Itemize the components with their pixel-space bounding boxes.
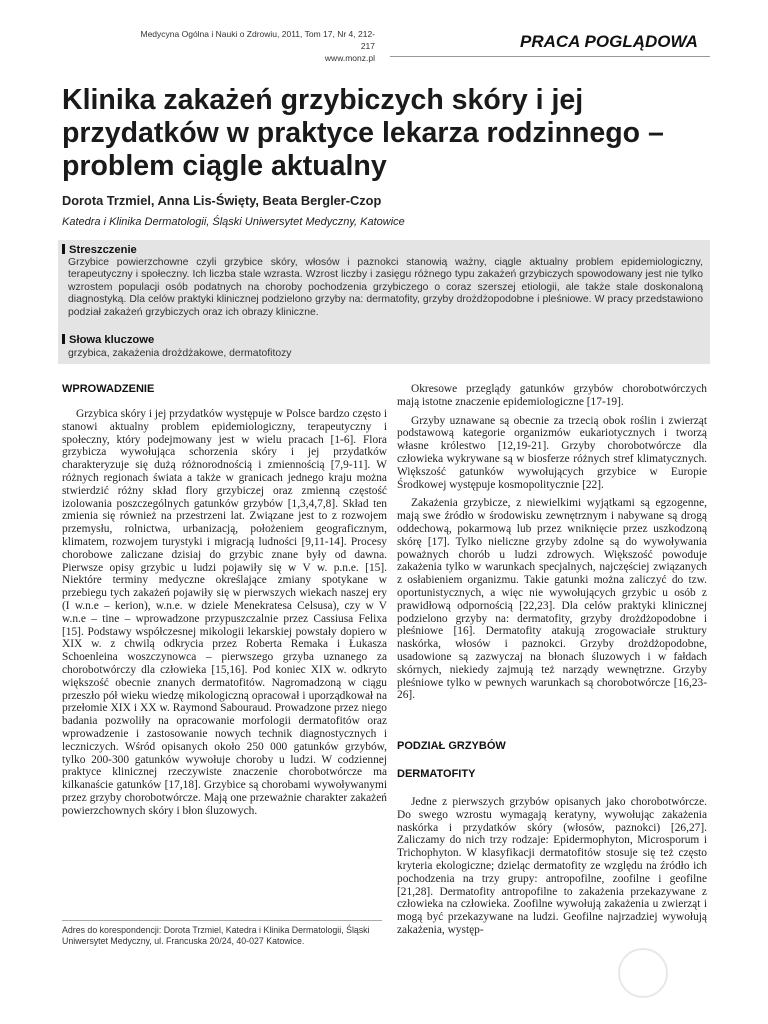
abstract-text: Grzybice powierzchowne czyli grzybice skóry, włosów i paznokci stanowią ważny, ciągle aktualny problem epidemiologiczny, terapeutyczny i społeczny. Ich liczba stale wzrasta. Wzrost liczby i zasięgu różnego typu zakażeń grzybiczych spowodowany jest nie tylko wzrostem populacji osób podatnych na choroby pochodzenia grzybiczego o coraz szerszej etiologii, ale także stale doskonaloną diagnostyką. Dla celów praktyki klinicznej podzielono grzyby na: dermatofity, grzyby drożdżopodobne i pleśniowe. W pracy przedstawiono podział zakażeń grzybiczych oraz ich obrazy kliniczne. <box>68 257 703 318</box>
keywords-heading-label: Słowa kluczowe <box>69 334 155 346</box>
article-affiliation: Katedra i Klinika Dermatologii, Śląski Uniwersytet Medyczny, Katowice <box>62 216 405 228</box>
paragraph: Okresowe przeglądy gatunków grzybów chorobotwórczych mają istotne znaczenie epidemiologiczne [17-19]. <box>397 383 707 408</box>
paragraph: Zakażenia grzybicze, z niewielkimi wyjątkami są egzogenne, mają swe źródło w środowisku zewnętrznym i nabywane są drogą oddechową, pokarmową lub przez wniknięcie przez uszkodzoną skórę [17]. Tylko nieliczne grzyby zdolne są do wywoływania poważnych chorób u ludzi zdrowych. Większość powoduje zakażenia tylko w warunkach specjalnych, najczęściej związanych z osłabieniem organizmu. Takie gatunki można zaliczyć do tzw. oportunistycznych, a więc nie wywołujących grzybic u osób z prawidłową odpornością [22,23]. Dla celów praktyki klinicznej podzielono grzyby na: dermatofity, grzyby drożdżopodobne i pleśniowe [16]. Dermatofity atakują zrogowaciałe struktury naskórka, włosów i paznokci. Grzyby drożdżopodobne, usadowione są zazwyczaj na błonach śluzowych i w fałdach skórnych, niekiedy zajmują też narządy wewnętrzne. Grzyby pleśniowe tylko w pewnych warunkach są chorobotwórcze [16,23-26]. <box>397 497 707 702</box>
left-column <box>62 408 387 818</box>
journal-line: Medycyna Ogólna i Nauki o Zdrowiu, 2011, Tom 17, Nr 4, 212-217 <box>140 29 375 51</box>
paragraph: Grzyby uznawane są obecnie za trzecią obok roślin i zwierząt podstawową kategorie organizmów eukariotycznych i tworzą własne królestwo [12,19-21]. Grzyby chorobotwórcze dla człowieka wykrywane są w biosferze różnych stref klimatycznych. Większość gatunków wywołujących grzybice w Europie Środkowej występuje kosmopolitycznie [22]. <box>397 414 707 491</box>
right-column-bottom <box>397 796 707 937</box>
heading-marker <box>62 334 65 344</box>
section-heading-fungi-classification: PODZIAŁ GRZYBÓW <box>397 740 506 752</box>
right-column-top <box>397 383 707 702</box>
correspondence-footnote: Adres do korespondencji: Dorota Trzmiel, Katedra i Klinika Dermatologii, Śląski Uniwersytet Medyczny, ul. Francuska 20/24, 40-027 Katowice. <box>62 925 370 946</box>
abstract-heading-label: Streszczenie <box>69 244 137 256</box>
article-authors: Dorota Trzmiel, Anna Lis-Święty, Beata Bergler-Czop <box>62 193 382 208</box>
paragraph: Jedne z pierwszych grzybów opisanych jako chorobotwórcze. Do swego wzrostu wymagają keratyny, wywołując zakażenia naskórka i przydatków skóry (włosów, paznokci) [26,27]. Zaliczamy do nich trzy rodzaje: Epidermophyton, Microsporum i Trichophyton. W klasyfikacji dermatofitów stosuje się też często kryteria ekologiczne; dzieląc dermatofity ze względu na źródło ich pochodzenia na trzy grupy: antropofilne, zoofilne i geofilne [21,28]. Dermatofity antropofilne to zakażenia przekazywane z człowieka na człowieka. Zoofilne wywołują zakażenia u zwierząt i mogą być przekazywane na ludzi. Geofilne najrzadziej wywołują zakażenia, występ- <box>397 796 707 936</box>
article-title: Klinika zakażeń grzybiczych skóry i jej przydatków w praktyce lekarza rodzinnego – problem ciągle aktualny <box>62 84 664 182</box>
journal-header <box>130 28 375 64</box>
section-heading-introduction: WPROWADZENIE <box>62 383 155 395</box>
abstract-box <box>58 240 710 364</box>
header-divider <box>390 56 710 57</box>
paragraph: Grzybica skóry i jej przydatków występuje w Polsce bardzo często i stanowi aktualny problem epidemiologiczny, terapeutyczny i społeczny, który podejmowany jest w wielu pracach [1-6]. Flora grzybicza wywołująca schorzenia skóry i jej przydatków charakteryzuje się dużą różnorodnością i zmiennością [7,9-11]. W różnych regionach świata a także w granicach jednego kraju można stwierdzić różny skład flory grzybiczej oraz zmienną częstość izolowania poszczególnych gatunków grzybów [1,3,4,7,8]. Skład ten zmienia się również na przestrzeni lat. Związane jest to z rozwojem przemysłu, rolnictwa, urbanizacją, położeniem geograficznym, klimatem, rozwojem turystyki i migracją ludności [9,11-14]. Procesy chorobowe zaliczane dzisiaj do grzybic znane były od dawna. Pierwsze opisy grzybic u ludzi pojawiły się w V w. p.n.e. [15]. Niektóre terminy medyczne określające zmiany spotykane w przebiegu tych zakażeń pojawiły się w pierwszych wiekach naszej ery (I w.n.e – kerion), w.n.e. w dziele Menekratesa Celsusa), czy w V w.n.e – tine – wprowadzone przypuszczalnie przez Cassiusa Felixa [15]. Podstawy współczesnej mikologii lekarskiej powstały dopiero w XIX w. z chwilą odkrycia przez Roberta Remaka i Łukasza Schoenleina woszczynowca – pierwszego grzyba uznanego za chorobotwórczy dla człowieka [15,16]. Pod koniec XIX w. odkryto większość obecnie znanych dermatofitów. Nagromadzoną w ciągu przeszło pół wieku wiedzę mikologiczną opracował i uporządkował na przełomie XIX i XX w. Raymond Sabouraud. Prowadzone przez niego badania pozwoliły na opracowanie morfologii dermatofitów oraz wprowadzenie i zastosowanie nowych technik diagnostycznych i leczniczych. Wśród opisanych około 250 000 gatunków grzybów, tylko 200-300 gatunków wywołuje choroby u ludzi. W codziennej praktyce klinicznej rzeczywiste znaczenie chorobotwórcze ma kilkanaście gatunków [17,18]. Grzybice są chorobami wywoływanymi przez grzyby chorobotwórcze. Mają one przeważnie charakter zakażeń powierzchownych skóry i błon śluzowych. <box>62 408 387 817</box>
abstract-heading <box>62 244 137 256</box>
footnote-divider <box>62 920 382 921</box>
article-type-label: PRACA POGLĄDOWA <box>520 32 698 51</box>
keywords-heading <box>62 334 154 346</box>
keywords-text: grzybica, zakażenia drożdżakowe, dermatofitozy <box>68 348 292 359</box>
journal-website[interactable]: www.monz.pl <box>324 53 375 63</box>
heading-marker <box>62 244 65 254</box>
publisher-watermark <box>618 948 668 998</box>
section-heading-dermatophytes: DERMATOFITY <box>397 768 476 780</box>
